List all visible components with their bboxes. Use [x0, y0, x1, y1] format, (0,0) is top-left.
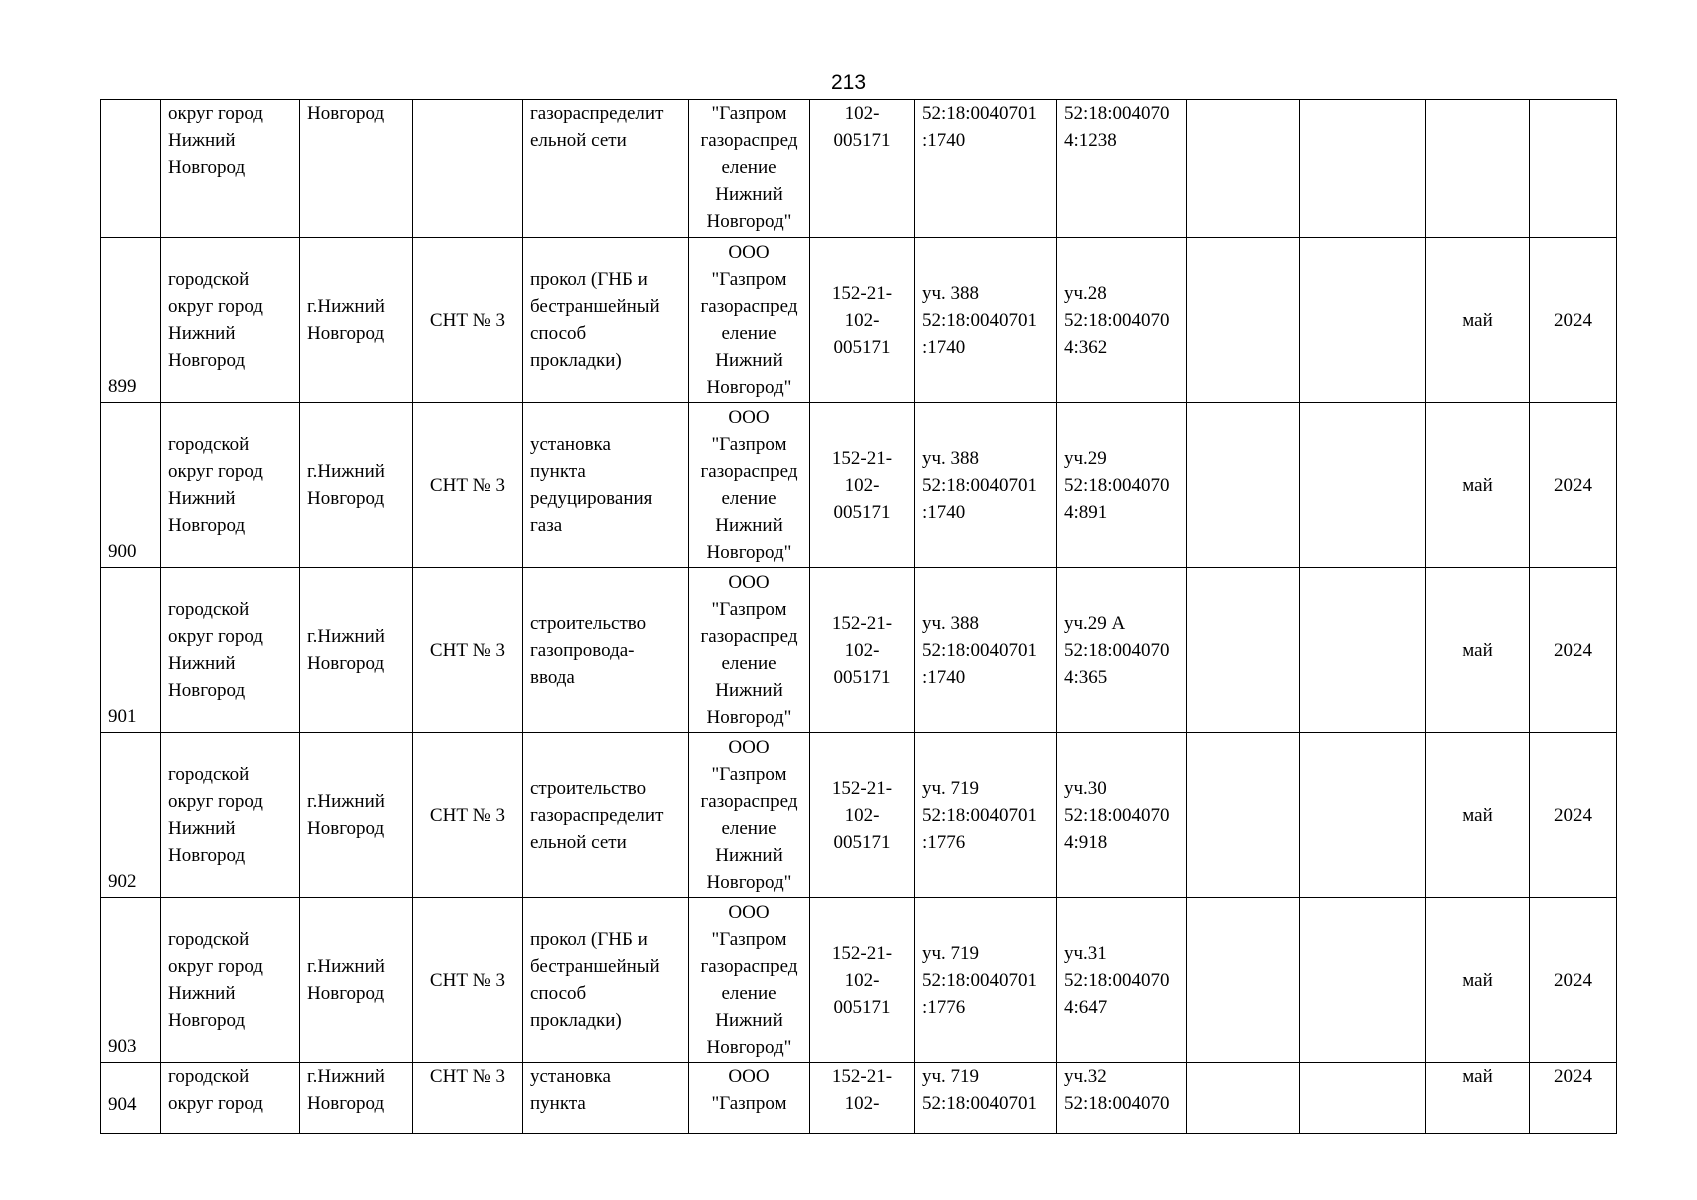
cell-row-number: 903: [101, 898, 161, 1063]
cell-application-code-line: 152-21-: [831, 447, 893, 469]
cell-application-code-line: 152-21-: [831, 942, 893, 964]
cell-organization-line: газораспред: [700, 626, 798, 647]
cell-organization-line: газораспред: [700, 791, 798, 812]
cell-work-type: [523, 100, 689, 238]
cell-city-line: Новгород: [307, 1093, 385, 1114]
cell-plot-from: [915, 568, 1057, 733]
cell-snt: СНТ № 3: [413, 1063, 523, 1134]
cell-district: [161, 238, 300, 403]
cell-plot-from-line: 52:18:0040701: [922, 309, 1038, 331]
cell-plot-from-line: :1740: [922, 130, 966, 151]
cell-district-line: Нижний: [168, 983, 236, 1004]
cell-city-line: г.Нижний: [307, 296, 385, 317]
cell-district-line: округ город: [168, 1093, 263, 1114]
cell-plot-to-line: 4:362: [1064, 336, 1108, 358]
cell-plot-from-line: 52:18:0040701: [922, 103, 1038, 124]
cell-plot-to-line: 52:18:004070: [1064, 474, 1170, 496]
cell-application-code-line: 005171: [833, 336, 891, 358]
cell-plot-from-line: уч. 388: [922, 612, 980, 634]
cell-application-code-line: 102-: [844, 969, 880, 991]
cell-city-line: г.Нижний: [307, 1066, 385, 1087]
cell-district: [161, 568, 300, 733]
cell-city: [300, 403, 413, 568]
cell-work-type-line: установка: [530, 1066, 611, 1087]
cell-organization-line: еление: [721, 323, 777, 344]
cell-organization-line: газораспред: [700, 956, 798, 977]
cell-city-line: Новгород: [307, 323, 385, 344]
cell-year: 2024: [1530, 1063, 1617, 1134]
cell-district: [161, 100, 300, 238]
cell-organization: [689, 100, 810, 238]
cell-district-line: Нижний: [168, 488, 236, 509]
cell-plot-from-line: 52:18:0040701: [922, 1093, 1038, 1114]
cell-work-type-line: редуцирования: [530, 488, 653, 509]
cell-district-line: городской: [168, 764, 250, 785]
table-row: [101, 238, 1617, 403]
cell-organization-line: газораспред: [700, 461, 798, 482]
cell-organization-line: еление: [721, 157, 777, 178]
cell-application-code-line: 102-: [844, 1093, 880, 1114]
cell-plot-to: [1057, 238, 1187, 403]
cell-row-number: 901: [101, 568, 161, 733]
cell-application-code-line: 152-21-: [831, 1066, 893, 1087]
cell-district-line: округ город: [168, 103, 263, 124]
cell-plot-from-line: уч. 719: [922, 777, 980, 799]
cell-row-number: 904: [101, 1063, 161, 1134]
cell-work-type: [523, 1063, 689, 1134]
cell-organization-line: Новгород": [706, 377, 792, 398]
cell-work-type-line: ввода: [530, 666, 575, 688]
cell-organization-line: еление: [721, 983, 777, 1004]
cell-month: май: [1426, 403, 1530, 568]
cell-plot-from: [915, 100, 1057, 238]
cell-work-type-line: газопровода-: [530, 639, 635, 661]
cell-empty: [1187, 733, 1300, 898]
cell-organization-line: Нижний: [715, 680, 783, 701]
cell-plot-from-line: уч. 388: [922, 447, 980, 469]
table-row: [101, 898, 1617, 1063]
cell-district-line: Новгород: [168, 350, 246, 371]
cell-application-code-line: 005171: [833, 501, 891, 523]
table-row: [101, 403, 1617, 568]
cell-district-line: Новгород: [168, 515, 246, 536]
cell-snt: [413, 100, 523, 238]
cell-district-line: округ город: [168, 956, 263, 977]
cell-application-code: [810, 238, 915, 403]
cell-district-line: Новгород: [168, 1010, 246, 1031]
cell-row-number: 900: [101, 403, 161, 568]
cell-district: [161, 733, 300, 898]
cell-organization-line: Нижний: [715, 515, 783, 536]
cell-year: 2024: [1530, 238, 1617, 403]
cell-application-code: [810, 568, 915, 733]
cell-work-type: [523, 898, 689, 1063]
cell-organization-line: Новгород": [706, 707, 792, 728]
cell-city-line: г.Нижний: [307, 461, 385, 482]
cell-application-code-line: 102-: [844, 639, 880, 661]
cell-work-type-line: прокладки): [530, 1010, 622, 1031]
cell-application-code-line: 102-: [844, 474, 880, 496]
cell-district-line: Нижний: [168, 130, 236, 151]
cell-organization-line: Нижний: [715, 845, 783, 866]
cell-organization-line: "Газпром: [711, 1093, 787, 1114]
cell-plot-from-line: уч. 719: [922, 942, 980, 964]
cell-city-line: Новгород: [307, 983, 385, 1004]
cell-plot-from-line: 52:18:0040701: [922, 639, 1038, 661]
cell-empty: [1187, 403, 1300, 568]
cell-organization-line: "Газпром: [711, 764, 787, 785]
cell-application-code-line: 152-21-: [831, 777, 893, 799]
cell-work-type-line: газа: [530, 515, 563, 536]
cell-plot-from-line: :1740: [922, 336, 966, 358]
cell-plot-to-line: 4:365: [1064, 666, 1108, 688]
cell-empty: [1300, 238, 1426, 403]
cell-district-line: городской: [168, 599, 250, 620]
cell-district-line: Новгород: [168, 845, 246, 866]
cell-city-line: Новгород: [307, 818, 385, 839]
cell-district-line: городской: [168, 269, 250, 290]
cell-empty: [1187, 568, 1300, 733]
cell-year: [1530, 100, 1617, 238]
cell-plot-to-line: 4:891: [1064, 501, 1108, 523]
cell-work-type: [523, 238, 689, 403]
cell-plot-to-line: уч.30: [1064, 777, 1107, 799]
cell-organization: [689, 568, 810, 733]
cell-plot-from-line: :1776: [922, 996, 966, 1018]
cell-district-line: городской: [168, 929, 250, 950]
cell-row-number: [101, 100, 161, 238]
cell-district-line: городской: [168, 434, 250, 455]
table-row: [101, 733, 1617, 898]
cell-plot-to-line: 4:918: [1064, 831, 1108, 853]
cell-year: 2024: [1530, 733, 1617, 898]
cell-application-code-line: 005171: [833, 996, 891, 1018]
cell-application-code-line: 102-: [844, 804, 880, 826]
cell-empty: [1300, 733, 1426, 898]
cell-application-code-line: 005171: [833, 831, 891, 853]
cell-application-code-line: 152-21-: [831, 612, 893, 634]
cell-work-type: [523, 403, 689, 568]
cell-district: [161, 1063, 300, 1134]
cell-year: 2024: [1530, 403, 1617, 568]
cell-snt: СНТ № 3: [413, 568, 523, 733]
cell-district-line: Нижний: [168, 653, 236, 674]
cell-city-line: Новгород: [307, 488, 385, 509]
cell-organization-line: Нижний: [715, 1010, 783, 1031]
cell-plot-from-line: :1776: [922, 831, 966, 853]
cell-organization-line: "Газпром: [711, 599, 787, 620]
cell-month: май: [1426, 238, 1530, 403]
cell-district-line: округ город: [168, 791, 263, 812]
cell-month: май: [1426, 733, 1530, 898]
cell-city: [300, 898, 413, 1063]
cell-year: 2024: [1530, 568, 1617, 733]
cell-plot-from-line: :1740: [922, 666, 966, 688]
cell-district-line: Новгород: [168, 157, 246, 178]
cell-work-type-line: прокладки): [530, 350, 622, 371]
cell-empty: [1187, 100, 1300, 238]
cell-work-type-line: установка: [530, 434, 611, 455]
cell-work-type-line: бестраншейный: [530, 296, 660, 317]
cell-work-type-line: ельной сети: [530, 831, 627, 853]
cell-empty: [1300, 100, 1426, 238]
cell-empty: [1187, 238, 1300, 403]
cell-plot-from: [915, 1063, 1057, 1134]
cell-month: май: [1426, 568, 1530, 733]
cell-plot-to: [1057, 1063, 1187, 1134]
cell-organization: [689, 733, 810, 898]
cell-plot-to-line: 52:18:004070: [1064, 804, 1170, 826]
cell-plot-from-line: 52:18:0040701: [922, 804, 1038, 826]
cell-plot-from: [915, 733, 1057, 898]
cell-plot-from-line: :1740: [922, 501, 966, 523]
cell-organization: [689, 1063, 810, 1134]
cell-district-line: округ город: [168, 296, 263, 317]
cell-plot-from-line: уч. 719: [922, 1066, 980, 1087]
cell-plot-from-line: 52:18:0040701: [922, 474, 1038, 496]
table-body: [101, 100, 1617, 1134]
cell-empty: [1187, 1063, 1300, 1134]
cell-snt: СНТ № 3: [413, 733, 523, 898]
cell-work-type: [523, 568, 689, 733]
cell-month: май: [1426, 1063, 1530, 1134]
cell-plot-to-line: 52:18:004070: [1064, 639, 1170, 661]
cell-organization-line: Нижний: [715, 350, 783, 371]
cell-plot-to-line: 52:18:004070: [1064, 969, 1170, 991]
cell-work-type-line: газораспределит: [530, 103, 664, 124]
cell-city: [300, 568, 413, 733]
cell-city-line: Новгород: [307, 103, 385, 124]
cell-month: [1426, 100, 1530, 238]
cell-snt: СНТ № 3: [413, 238, 523, 403]
page-number: 213: [830, 71, 867, 94]
cell-plot-from-line: 52:18:0040701: [922, 969, 1038, 991]
cell-organization: [689, 403, 810, 568]
cell-work-type-line: газораспределит: [530, 804, 664, 826]
cell-organization-line: ООО: [728, 902, 770, 923]
cell-organization-line: Новгород": [706, 542, 792, 563]
cell-organization-line: Нижний: [715, 184, 783, 205]
cell-city: [300, 733, 413, 898]
cell-application-code-line: 152-21-: [831, 282, 893, 304]
cell-plot-to-line: уч.31: [1064, 942, 1107, 964]
cell-work-type-line: пункта: [530, 1093, 586, 1114]
cell-plot-to: [1057, 403, 1187, 568]
cell-plot-from: [915, 898, 1057, 1063]
cell-organization-line: ООО: [728, 737, 770, 758]
cell-work-type-line: бестраншейный: [530, 956, 660, 977]
cell-row-number: 902: [101, 733, 161, 898]
cell-district-line: Нижний: [168, 323, 236, 344]
cell-plot-to-line: 52:18:004070: [1064, 309, 1170, 331]
cell-empty: [1187, 898, 1300, 1063]
cell-organization-line: "Газпром: [711, 929, 787, 950]
cell-work-type-line: способ: [530, 323, 587, 344]
cell-district-line: Нижний: [168, 818, 236, 839]
cell-work-type-line: ельной сети: [530, 130, 627, 151]
cell-application-code-line: 005171: [833, 130, 891, 151]
cell-district-line: округ город: [168, 626, 263, 647]
cell-plot-to: [1057, 898, 1187, 1063]
register-table: [100, 99, 1617, 1134]
cell-organization-line: "Газпром: [711, 269, 787, 290]
cell-empty: [1300, 898, 1426, 1063]
table-row: [101, 568, 1617, 733]
cell-plot-from-line: уч. 388: [922, 282, 980, 304]
cell-work-type-line: способ: [530, 983, 587, 1004]
cell-plot-to: [1057, 100, 1187, 238]
cell-district: [161, 898, 300, 1063]
cell-year: 2024: [1530, 898, 1617, 1063]
cell-plot-from: [915, 238, 1057, 403]
cell-district-line: Новгород: [168, 680, 246, 701]
cell-empty: [1300, 568, 1426, 733]
cell-organization-line: газораспред: [700, 130, 798, 151]
cell-plot-from: [915, 403, 1057, 568]
cell-organization-line: Новгород": [706, 872, 792, 893]
cell-work-type-line: прокол (ГНБ и: [530, 269, 648, 290]
cell-organization-line: ООО: [728, 242, 770, 263]
cell-organization-line: еление: [721, 488, 777, 509]
cell-organization-line: ООО: [728, 1066, 770, 1087]
cell-city-line: Новгород: [307, 653, 385, 674]
cell-application-code: [810, 100, 915, 238]
cell-district: [161, 403, 300, 568]
cell-snt: СНТ № 3: [413, 403, 523, 568]
cell-plot-to-line: 52:18:004070: [1064, 1093, 1170, 1114]
cell-application-code-line: 102-: [844, 103, 880, 124]
cell-city: [300, 238, 413, 403]
cell-plot-to-line: уч.28: [1064, 282, 1107, 304]
table-row: [101, 100, 1617, 238]
cell-empty: [1300, 403, 1426, 568]
cell-application-code: [810, 403, 915, 568]
cell-application-code-line: 102-: [844, 309, 880, 331]
cell-city: [300, 1063, 413, 1134]
cell-work-type: [523, 733, 689, 898]
cell-work-type-line: прокол (ГНБ и: [530, 929, 648, 950]
cell-organization-line: газораспред: [700, 296, 798, 317]
cell-row-number: 899: [101, 238, 161, 403]
table-row: [101, 1063, 1617, 1134]
cell-empty: [1300, 1063, 1426, 1134]
cell-month: май: [1426, 898, 1530, 1063]
cell-organization-line: еление: [721, 818, 777, 839]
cell-city-line: г.Нижний: [307, 791, 385, 812]
cell-organization-line: ООО: [728, 572, 770, 593]
cell-district-line: округ город: [168, 461, 263, 482]
cell-organization-line: "Газпром: [711, 434, 787, 455]
cell-plot-to: [1057, 568, 1187, 733]
cell-organization-line: "Газпром: [711, 103, 787, 124]
cell-plot-to-line: 52:18:004070: [1064, 103, 1170, 124]
cell-plot-to-line: уч.32: [1064, 1066, 1107, 1087]
cell-organization-line: Новгород": [706, 211, 792, 232]
cell-city-line: г.Нижний: [307, 956, 385, 977]
cell-plot-to-line: 4:647: [1064, 996, 1108, 1018]
cell-district-line: городской: [168, 1066, 250, 1087]
cell-organization: [689, 898, 810, 1063]
cell-plot-to-line: 4:1238: [1064, 130, 1117, 151]
cell-plot-to-line: уч.29: [1064, 447, 1107, 469]
cell-application-code-line: 005171: [833, 666, 891, 688]
cell-application-code: [810, 898, 915, 1063]
cell-snt: СНТ № 3: [413, 898, 523, 1063]
cell-plot-to: [1057, 733, 1187, 898]
cell-city: [300, 100, 413, 238]
cell-organization-line: еление: [721, 653, 777, 674]
cell-work-type-line: строительство: [530, 612, 647, 634]
cell-application-code: [810, 733, 915, 898]
cell-application-code: [810, 1063, 915, 1134]
cell-work-type-line: пункта: [530, 461, 586, 482]
cell-organization: [689, 238, 810, 403]
cell-plot-to-line: уч.29 А: [1064, 612, 1126, 634]
cell-work-type-line: строительство: [530, 777, 647, 799]
cell-city-line: г.Нижний: [307, 626, 385, 647]
cell-organization-line: Новгород": [706, 1037, 792, 1058]
cell-organization-line: ООО: [728, 407, 770, 428]
